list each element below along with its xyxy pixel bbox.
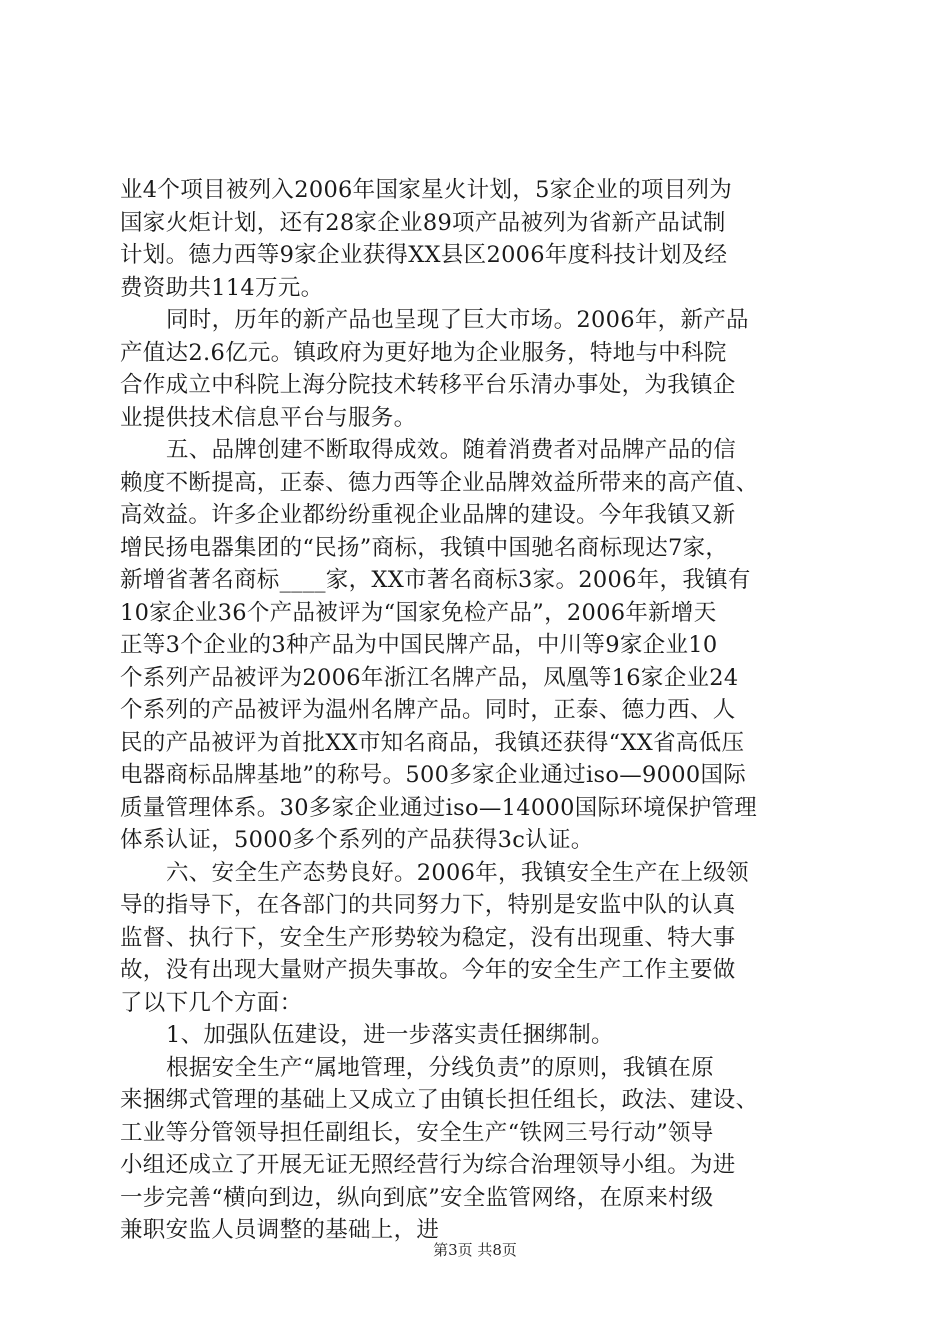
- text-line: 了以下几个方面：: [120, 989, 303, 1016]
- text-line: 产值达2.6亿元。镇政府为更好地为企业服务，特地与中科院: [120, 339, 727, 366]
- text-line: 业提供技术信息平台与服务。: [120, 404, 417, 431]
- text-line: 根据安全生产“属地管理，分线负责”的原则，我镇在原: [166, 1054, 715, 1081]
- text-line: 质量管理体系。30多家企业通过iso—14000国际环境保护管理: [120, 794, 758, 821]
- text-line: 正等3个企业的3种产品为中国民牌产品，中川等9家企业10: [120, 632, 718, 658]
- text-line: 个系列的产品被评为温州名牌产品。同时，正泰、德力西、人: [120, 697, 736, 723]
- text-line: 增民扬电器集团的“民扬”商标，我镇中国驰名商标现达7家，: [120, 534, 729, 561]
- text-line: 来捆绑式管理的基础上又成立了由镇长担任组长，政法、建设、: [120, 1087, 759, 1113]
- text-line: 工业等分管领导担任副组长，安全生产“铁网三号行动”领导: [120, 1119, 714, 1146]
- text-line: 小组还成立了开展无证无照经营行为综合治理领导小组。为进: [120, 1152, 736, 1178]
- document-body: [120, 174, 840, 1247]
- text-line: 六、安全生产态势良好。2006年，我镇安全生产在上级领: [166, 859, 749, 886]
- text-line: 新增省著名商标____家，XX市著名商标3家。2006年，我镇有: [120, 567, 751, 593]
- text-line: 同时，历年的新产品也呈现了巨大市场。2006年，新产品: [166, 307, 749, 333]
- text-line: 体系认证，5000多个系列的产品获得3c认证。: [120, 827, 594, 853]
- text-line: 监督、执行下，安全生产形势较为稳定，没有出现重、特大事: [120, 924, 736, 951]
- page-number-footer: 第3页 共8页: [433, 1241, 517, 1259]
- text-line: 个系列产品被评为2006年浙江名牌产品，凤凰等16家企业24: [120, 664, 739, 691]
- text-line: 计划。德力西等9家企业获得XX县区2006年度科技计划及经: [120, 242, 728, 268]
- text-line: 高效益。许多企业都纷纷重视企业品牌的建设。今年我镇又新: [120, 502, 736, 528]
- text-line: 兼职安监人员调整的基础上，进: [120, 1217, 440, 1243]
- text-line: 1、加强队伍建设，进一步落实责任捆绑制。: [166, 1022, 614, 1048]
- text-line: 合作成立中科院上海分院技术转移平台乐清办事处，为我镇企: [120, 372, 736, 398]
- text-line: 故，没有出现大量财产损失事故。今年的安全生产工作主要做: [120, 957, 736, 983]
- text-line: 业4个项目被列入2006年国家星火计划，5家企业的项目列为: [120, 177, 733, 203]
- text-line: 10家企业36个产品被评为“国家免检产品”，2006年新增天: [120, 599, 717, 626]
- text-line: 导的指导下，在各部门的共同努力下，特别是安监中队的认真: [120, 892, 736, 918]
- text-line: 一步完善“横向到边，纵向到底”安全监管网络，在原来村级: [120, 1184, 714, 1211]
- text-line: 国家火炬计划，还有28家企业89项产品被列为省新产品试制: [120, 209, 726, 236]
- text-line: 五、品牌创建不断取得成效。随着消费者对品牌产品的信: [166, 437, 737, 463]
- text-line: 费资助共114万元。: [120, 274, 324, 301]
- text-line: 电器商标品牌基地”的称号。500多家企业通过iso—9000国际: [120, 762, 747, 788]
- text-line: 赖度不断提高，正泰、德力西等企业品牌效益所带来的高产值、: [120, 469, 759, 496]
- text-line: 民的产品被评为首批XX市知名商品，我镇还获得“XX省高低压: [120, 729, 745, 756]
